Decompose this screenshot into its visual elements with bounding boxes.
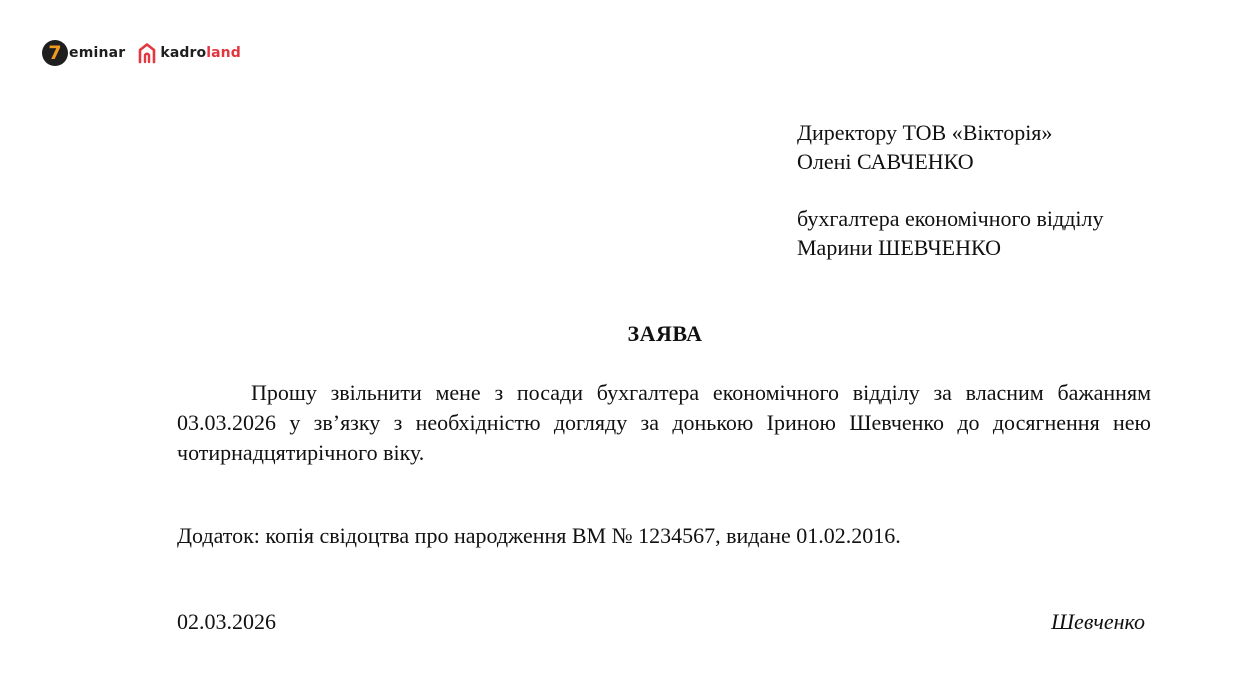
seminar-logo-text: eminar bbox=[69, 45, 126, 61]
recipient-gap bbox=[797, 176, 1217, 204]
seminar-logo bbox=[42, 40, 125, 66]
sender-line-1: бухгалтера економічного відділу bbox=[797, 206, 1104, 231]
seminar-logo-digit: 7 bbox=[42, 40, 68, 66]
document-title: ЗАЯВА bbox=[627, 321, 703, 346]
sender-line-2: Марини ШЕВЧЕНКО bbox=[797, 235, 1001, 260]
recipient-block bbox=[797, 118, 1217, 262]
kadroland-logo-text-part1: kadro bbox=[160, 45, 207, 61]
kadroland-logo bbox=[137, 42, 240, 64]
signature: Шевченко bbox=[1051, 609, 1145, 634]
document-date: 02.03.2026 bbox=[177, 609, 276, 634]
kadroland-house-icon bbox=[137, 42, 157, 64]
logo-bar bbox=[42, 39, 241, 67]
document-attachment: Додаток: копія свідоцтва про народження ВМ № 1234567, видане 01.02.2016. bbox=[177, 523, 901, 548]
recipient-line-2: Олені САВЧЕНКО bbox=[797, 149, 974, 174]
kadroland-logo-text-part2: land bbox=[206, 45, 241, 61]
document-body: Прошу звільнити мене з посади бухгалтера економічного відділу за власним бажанням 03.03.2026 у зв’язку з необхідністю догляду за донькою Іриною Шевченко до досягнення нею чотирнадцятирічного віку. bbox=[177, 380, 1151, 465]
recipient-line-1: Директору ТОВ «Вікторія» bbox=[797, 120, 1053, 145]
kadroland-logo-text bbox=[160, 45, 240, 61]
